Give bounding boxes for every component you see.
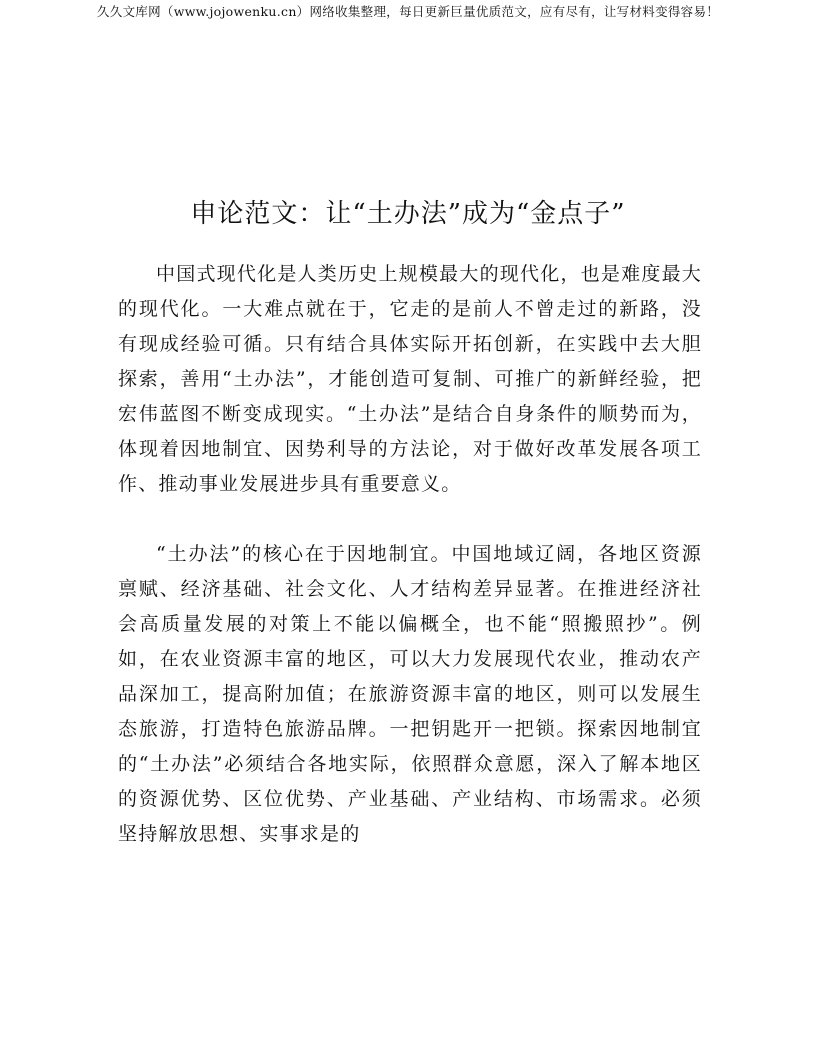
article-body xyxy=(118,257,702,852)
paragraph-2: “土办法”的核心在于因地制宜。中国地域辽阔，各地区资源禀赋、经济基础、社会文化、人才结构差异显著。在推进经济社会高质量发展的对策上不能以偏概全，也不能“照搬照抄”。例如，在农业资源丰富的地区，可以大力发展现代农业，推动农产品深加工，提高附加值；在旅游资源丰富的地区，则可以发展生态旅游，打造特色旅游品牌。一把钥匙开一把锁。探索因地制宜的“土办法”必须结合各地实际，依照群众意愿，深入了解本地区的资源优势、区位优势、产业基础、产业结构、市场需求。必须坚持解放思想、实事求是的 xyxy=(118,543,702,845)
page-header-banner: 久久文库网（www.jojowenku.cn）网络收集整理，每日更新巨量优质范文，应有尽有，让写材料变得容易！ xyxy=(96,4,720,19)
paragraph-1: 中国式现代化是人类历史上规模最大的现代化，也是难度最大的现代化。一大难点就在于，它走的是前人不曾走过的新路，没有现成经验可循。只有结合具体实际开拓创新，在实践中去大胆探索，善用“土办法”，才能创造可复制、可推广的新鲜经验，把宏伟蓝图不断变成现实。“土办法”是结合自身条件的顺势而为，体现着因地制宜、因势利导的方法论，对于做好改革发展各项工作、推动事业发展进步具有重要意义。 xyxy=(118,263,702,495)
document-title: 申论范文：让“土办法”成为“金点子” xyxy=(190,199,626,229)
